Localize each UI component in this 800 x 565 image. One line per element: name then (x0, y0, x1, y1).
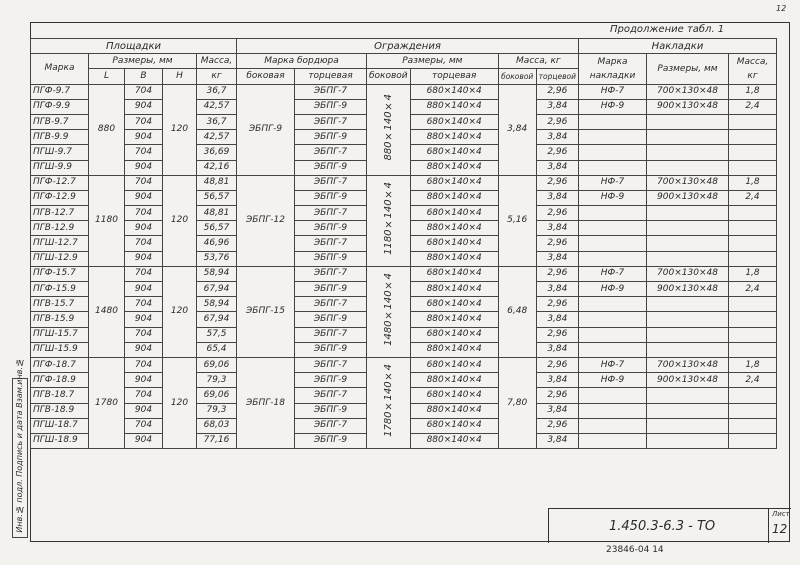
side-size-text: 1780×140×4 (382, 364, 394, 437)
end-size-cell: 680×140×4 (410, 357, 498, 372)
side-size-text: 1180×140×4 (382, 181, 394, 255)
end-mass-cell: 2,96 (536, 297, 578, 312)
end-curb-cell: ЭБПГ-7 (295, 357, 367, 372)
side-size-text: 1480×140×4 (382, 272, 394, 346)
end-mass-cell: 3,84 (536, 403, 578, 418)
end-size-cell: 680×140×4 (410, 418, 498, 433)
height-cell: 120 (163, 84, 197, 175)
pad-size-cell (647, 236, 729, 251)
pad-mass-cell: 1,8 (729, 84, 777, 99)
pad-mass-cell: 2,4 (729, 373, 777, 388)
end-mass-cell: 3,84 (536, 282, 578, 297)
platform-mass-cell: 36,69 (197, 145, 237, 160)
end-curb-cell: ЭБПГ-9 (295, 160, 367, 175)
mass-unit-header: кг (197, 69, 237, 84)
pad-mark-cell (579, 251, 647, 266)
side-curb-cell: ЭБПГ-18 (237, 357, 295, 448)
platform-mass-cell: 48,81 (197, 175, 237, 190)
pad-mark-cell: НФ-7 (579, 357, 647, 372)
platforms-header: Площадки (31, 39, 237, 54)
mark-header: Марка (31, 54, 89, 84)
platform-mass-cell: 79,3 (197, 403, 237, 418)
table-row (31, 175, 777, 190)
end-mass-cell: 2,96 (536, 145, 578, 160)
end-size-cell: 880×140×4 (410, 99, 498, 114)
pad-size-cell (647, 160, 729, 175)
side-mass-cell: 5,16 (498, 175, 536, 266)
platform-mass-cell: 77,16 (197, 433, 237, 448)
end-mass-cell: 2,96 (536, 175, 578, 190)
end-size-cell: 680×140×4 (410, 236, 498, 251)
pad-size-cell: 700×130×48 (647, 266, 729, 281)
width-cell: 904 (125, 282, 163, 297)
pad-size-cell: 900×130×48 (647, 373, 729, 388)
end-mass-cell: 2,96 (536, 388, 578, 403)
platform-mass-cell: 56,57 (197, 190, 237, 205)
end-mass-cell: 2,96 (536, 357, 578, 372)
width-cell: 704 (125, 114, 163, 129)
width-cell: 704 (125, 357, 163, 372)
width-cell: 904 (125, 312, 163, 327)
pad-size-cell (647, 418, 729, 433)
platform-mark-cell: ПГШ-18.7 (31, 418, 89, 433)
pad-mark-cell (579, 297, 647, 312)
pad-mark-cell (579, 327, 647, 342)
end-curb-cell: ЭБПГ-7 (295, 145, 367, 160)
side-mass-cell: 6,48 (498, 266, 536, 357)
platform-mass-cell: 58,94 (197, 297, 237, 312)
table-row (31, 84, 777, 99)
end-size-cell: 680×140×4 (410, 266, 498, 281)
B-header: B (125, 69, 163, 84)
end-curb-cell: ЭБПГ-9 (295, 99, 367, 114)
platform-mass-cell: 65,4 (197, 342, 237, 357)
pad-size-cell: 900×130×48 (647, 99, 729, 114)
width-cell: 904 (125, 160, 163, 175)
pad-mark-cell: НФ-7 (579, 175, 647, 190)
pad-mass-cell: 1,8 (729, 266, 777, 281)
pad-sizes-header: Размеры, мм (647, 54, 729, 84)
top-page-number: 12 (776, 4, 787, 13)
platform-mass-cell: 42,16 (197, 160, 237, 175)
specification-table (30, 38, 777, 449)
fence-mass-header: Масса, кг (498, 54, 578, 69)
pad-mark-cell (579, 130, 647, 145)
width-cell: 904 (125, 403, 163, 418)
pad-mass-cell: 2,4 (729, 282, 777, 297)
platform-mark-cell: ПГФ-9.9 (31, 99, 89, 114)
platform-mark-cell: ПГФ-12.7 (31, 175, 89, 190)
end-mass-cell: 3,84 (536, 130, 578, 145)
sheet-cell (768, 509, 791, 543)
title-block (548, 508, 791, 543)
width-cell: 704 (125, 145, 163, 160)
fence-sizes-header: Размеры, мм (367, 54, 499, 69)
platform-mark-cell: ПГВ-9.9 (31, 130, 89, 145)
end-mass-cell: 3,84 (536, 433, 578, 448)
end-mass-cell: 3,84 (536, 251, 578, 266)
end-size-cell: 880×140×4 (410, 342, 498, 357)
platform-mark-cell: ПГШ-9.7 (31, 145, 89, 160)
length-cell: 880 (89, 84, 125, 175)
pad-mark-cell (579, 221, 647, 236)
platform-mark-cell: ПГФ-15.9 (31, 282, 89, 297)
pad-mass-cell (729, 433, 777, 448)
platform-mark-cell: ПГФ-15.7 (31, 266, 89, 281)
end-curb-cell: ЭБПГ-7 (295, 266, 367, 281)
end-mass-cell: 3,84 (536, 312, 578, 327)
side-size-cell (367, 175, 411, 266)
pad-mass-cell: 1,8 (729, 175, 777, 190)
end-curb-cell: ЭБПГ-9 (295, 373, 367, 388)
end-size-cell: 680×140×4 (410, 327, 498, 342)
end-curb-cell: ЭБПГ-7 (295, 297, 367, 312)
pad-mass-cell (729, 297, 777, 312)
end-curb-cell: ЭБПГ-9 (295, 433, 367, 448)
end-curb-cell: ЭБПГ-7 (295, 206, 367, 221)
platform-mass-cell: 48,81 (197, 206, 237, 221)
platform-mark-cell: ПГФ-9.7 (31, 84, 89, 99)
pad-mark-cell: НФ-9 (579, 373, 647, 388)
pad-mark-cell (579, 403, 647, 418)
table-row (31, 357, 777, 372)
platform-mark-cell: ПГВ-12.7 (31, 206, 89, 221)
side-size-cell (367, 84, 411, 175)
end-curb-cell: ЭБПГ-9 (295, 312, 367, 327)
pad-mass-cell (729, 403, 777, 418)
height-cell: 120 (163, 266, 197, 357)
platform-mass-cell: 42,57 (197, 130, 237, 145)
end-size-cell: 680×140×4 (410, 175, 498, 190)
pad-mark-cell: НФ-9 (579, 190, 647, 205)
sizes-header: Размеры, мм (89, 54, 197, 69)
pad-mass-cell (729, 160, 777, 175)
width-cell: 704 (125, 175, 163, 190)
end-size-cell: 880×140×4 (410, 403, 498, 418)
document-code: 1.450.3-6.3 - ТО (609, 519, 716, 534)
H-header: H (163, 69, 197, 84)
platform-mass-cell: 79,3 (197, 373, 237, 388)
end-curb-cell: ЭБПГ-7 (295, 327, 367, 342)
pad-mark-cell (579, 312, 647, 327)
width-cell: 704 (125, 388, 163, 403)
pad-mark-cell: НФ-7 (579, 266, 647, 281)
bottom-note: 23846-04 14 (606, 545, 664, 555)
pad-mark-cell (579, 145, 647, 160)
pad-size-cell (647, 403, 729, 418)
end-size-cell: 680×140×4 (410, 388, 498, 403)
end-mass-cell: 3,84 (536, 342, 578, 357)
side-curb-cell: ЭБПГ-9 (237, 84, 295, 175)
pad-mark-cell: НФ-9 (579, 99, 647, 114)
pad-size-cell (647, 145, 729, 160)
width-cell: 704 (125, 418, 163, 433)
pad-mass-cell (729, 206, 777, 221)
platform-mark-cell: ПГВ-15.7 (31, 297, 89, 312)
pad-mass-header: Масса, кг (729, 54, 777, 84)
platform-mark-cell: ПГФ-18.9 (31, 373, 89, 388)
end-curb-cell: ЭБПГ-7 (295, 418, 367, 433)
end-curb-cell: ЭБПГ-7 (295, 114, 367, 129)
width-cell: 904 (125, 251, 163, 266)
end-size-cell: 880×140×4 (410, 312, 498, 327)
pad-size-cell (647, 221, 729, 236)
width-cell: 904 (125, 130, 163, 145)
pad-mass-cell: 1,8 (729, 357, 777, 372)
platform-mark-cell: ПГВ-9.7 (31, 114, 89, 129)
fences-header: Ограждения (237, 39, 579, 54)
sheet-label: Лист (772, 510, 790, 518)
pad-mass-cell (729, 221, 777, 236)
pad-size-cell (647, 114, 729, 129)
table-row (31, 266, 777, 281)
end-curb-cell: ЭБПГ-9 (295, 251, 367, 266)
pad-mass-cell (729, 236, 777, 251)
pad-size-cell: 700×130×48 (647, 357, 729, 372)
platform-mass-cell: 36,7 (197, 114, 237, 129)
side-stamp-label: Инв.№ подл. Подпись и дата Взам.инв.№ (15, 358, 24, 533)
end-mass-cell: 2,96 (536, 206, 578, 221)
pad-size-cell (647, 433, 729, 448)
platform-mass-cell: 69,06 (197, 388, 237, 403)
pad-size-cell (647, 312, 729, 327)
pad-mass-cell (729, 114, 777, 129)
mass-header: Масса, (197, 54, 237, 69)
platform-mark-cell: ПГВ-18.7 (31, 388, 89, 403)
platform-mass-cell: 58,94 (197, 266, 237, 281)
end-size-cell: 880×140×4 (410, 221, 498, 236)
end-mass-cell: 3,84 (536, 373, 578, 388)
end-size-cell: 680×140×4 (410, 297, 498, 312)
end-mass-cell: 2,96 (536, 266, 578, 281)
pad-size-cell (647, 297, 729, 312)
width-cell: 704 (125, 266, 163, 281)
pad-size-cell (647, 388, 729, 403)
pad-mark-header: Марка накладки (579, 54, 647, 84)
end-mass-cell: 2,96 (536, 327, 578, 342)
platform-mass-cell: 56,57 (197, 221, 237, 236)
pad-mass-cell (729, 327, 777, 342)
end-mass-cell: 2,96 (536, 418, 578, 433)
side-mass-header: боковой (498, 69, 536, 84)
pad-size-cell: 900×130×48 (647, 282, 729, 297)
side-mass-cell: 7,80 (498, 357, 536, 448)
side-curb-cell: ЭБПГ-15 (237, 266, 295, 357)
side-size-cell (367, 266, 411, 357)
end-curb-cell: ЭБПГ-7 (295, 175, 367, 190)
end-size-cell: 880×140×4 (410, 190, 498, 205)
end-mass-cell: 3,84 (536, 160, 578, 175)
end-curb-header: торцевая (295, 69, 367, 84)
pad-size-cell (647, 327, 729, 342)
end-curb-cell: ЭБПГ-9 (295, 403, 367, 418)
pad-mass-cell (729, 418, 777, 433)
end-mass-cell: 2,96 (536, 114, 578, 129)
height-cell: 120 (163, 175, 197, 266)
pad-size-cell (647, 130, 729, 145)
end-size-cell: 880×140×4 (410, 373, 498, 388)
platform-mark-cell: ПГФ-18.7 (31, 357, 89, 372)
end-size-cell: 680×140×4 (410, 114, 498, 129)
height-cell: 120 (163, 357, 197, 448)
side-curb-cell: ЭБПГ-12 (237, 175, 295, 266)
platform-mass-cell: 68,03 (197, 418, 237, 433)
side-size-header: боковой (367, 69, 411, 84)
width-cell: 704 (125, 236, 163, 251)
pad-mark-cell: НФ-7 (579, 84, 647, 99)
end-curb-cell: ЭБПГ-9 (295, 221, 367, 236)
pad-mark-cell (579, 114, 647, 129)
end-size-header: торцевая (410, 69, 498, 84)
length-cell: 1180 (89, 175, 125, 266)
width-cell: 904 (125, 373, 163, 388)
end-mass-cell: 2,96 (536, 236, 578, 251)
width-cell: 904 (125, 99, 163, 114)
width-cell: 904 (125, 190, 163, 205)
end-size-cell: 680×140×4 (410, 145, 498, 160)
platform-mass-cell: 36,7 (197, 84, 237, 99)
pad-mark-cell (579, 160, 647, 175)
pad-mark-cell (579, 236, 647, 251)
platform-mark-cell: ПГШ-12.9 (31, 251, 89, 266)
length-cell: 1480 (89, 266, 125, 357)
end-size-cell: 880×140×4 (410, 282, 498, 297)
end-size-cell: 680×140×4 (410, 84, 498, 99)
width-cell: 904 (125, 342, 163, 357)
pad-mass-cell (729, 312, 777, 327)
end-curb-cell: ЭБПГ-7 (295, 236, 367, 251)
end-mass-cell: 3,84 (536, 99, 578, 114)
pad-size-cell: 900×130×48 (647, 190, 729, 205)
width-cell: 704 (125, 297, 163, 312)
platform-mass-cell: 67,94 (197, 312, 237, 327)
platform-mass-cell: 42,57 (197, 99, 237, 114)
platform-mark-cell: ПГШ-15.9 (31, 342, 89, 357)
pad-mass-cell (729, 145, 777, 160)
pad-mass-cell (729, 342, 777, 357)
sheet-number: 12 (772, 522, 788, 536)
end-curb-cell: ЭБПГ-9 (295, 130, 367, 145)
width-cell: 704 (125, 327, 163, 342)
end-mass-cell: 3,84 (536, 190, 578, 205)
end-size-cell: 880×140×4 (410, 160, 498, 175)
side-curb-header: боковая (237, 69, 295, 84)
length-cell: 1780 (89, 357, 125, 448)
end-mass-cell: 3,84 (536, 221, 578, 236)
end-curb-cell: ЭБПГ-9 (295, 342, 367, 357)
pad-mass-cell (729, 251, 777, 266)
pad-mass-cell (729, 130, 777, 145)
platform-mass-cell: 67,94 (197, 282, 237, 297)
L-header: L (89, 69, 125, 84)
end-curb-cell: ЭБПГ-7 (295, 84, 367, 99)
platform-mark-cell: ПГВ-12.9 (31, 221, 89, 236)
width-cell: 704 (125, 206, 163, 221)
platform-mark-cell: ПГШ-12.7 (31, 236, 89, 251)
width-cell: 904 (125, 433, 163, 448)
pad-mass-cell: 2,4 (729, 99, 777, 114)
platform-mark-cell: ПГВ-18.9 (31, 403, 89, 418)
platform-mark-cell: ПГВ-15.9 (31, 312, 89, 327)
platform-mass-cell: 69,06 (197, 357, 237, 372)
side-size-cell (367, 357, 411, 448)
platform-mass-cell: 57,5 (197, 327, 237, 342)
pad-size-cell (647, 206, 729, 221)
end-mass-header: торцевой (536, 69, 578, 84)
pads-header: Накладки (579, 39, 777, 54)
pad-mark-cell: НФ-9 (579, 282, 647, 297)
end-mass-cell: 2,96 (536, 84, 578, 99)
end-size-cell: 880×140×4 (410, 130, 498, 145)
curb-mark-header: Марка бордюра (237, 54, 367, 69)
pad-size-cell: 700×130×48 (647, 175, 729, 190)
width-cell: 704 (125, 84, 163, 99)
side-stamp (12, 358, 28, 538)
platform-mark-cell: ПГШ-18.9 (31, 433, 89, 448)
end-size-cell: 880×140×4 (410, 433, 498, 448)
pad-mark-cell (579, 388, 647, 403)
pad-mark-cell (579, 342, 647, 357)
side-size-text: 880×140×4 (382, 93, 394, 161)
platform-mark-cell: ПГШ-15.7 (31, 327, 89, 342)
width-cell: 904 (125, 221, 163, 236)
pad-size-cell: 700×130×48 (647, 84, 729, 99)
pad-size-cell (647, 342, 729, 357)
pad-size-cell (647, 251, 729, 266)
pad-mark-cell (579, 433, 647, 448)
end-curb-cell: ЭБПГ-9 (295, 282, 367, 297)
pad-mark-cell (579, 206, 647, 221)
end-curb-cell: ЭБПГ-9 (295, 190, 367, 205)
end-size-cell: 880×140×4 (410, 251, 498, 266)
platform-mark-cell: ПГФ-12.9 (31, 190, 89, 205)
platform-mass-cell: 53,76 (197, 251, 237, 266)
pad-mass-cell: 2,4 (729, 190, 777, 205)
platform-mass-cell: 46,96 (197, 236, 237, 251)
platform-mark-cell: ПГШ-9.9 (31, 160, 89, 175)
side-mass-cell: 3,84 (498, 84, 536, 175)
end-size-cell: 680×140×4 (410, 206, 498, 221)
end-curb-cell: ЭБПГ-7 (295, 388, 367, 403)
pad-mass-cell (729, 388, 777, 403)
continuation-label: Продолжение табл. 1 (610, 24, 725, 35)
pad-mark-cell (579, 418, 647, 433)
